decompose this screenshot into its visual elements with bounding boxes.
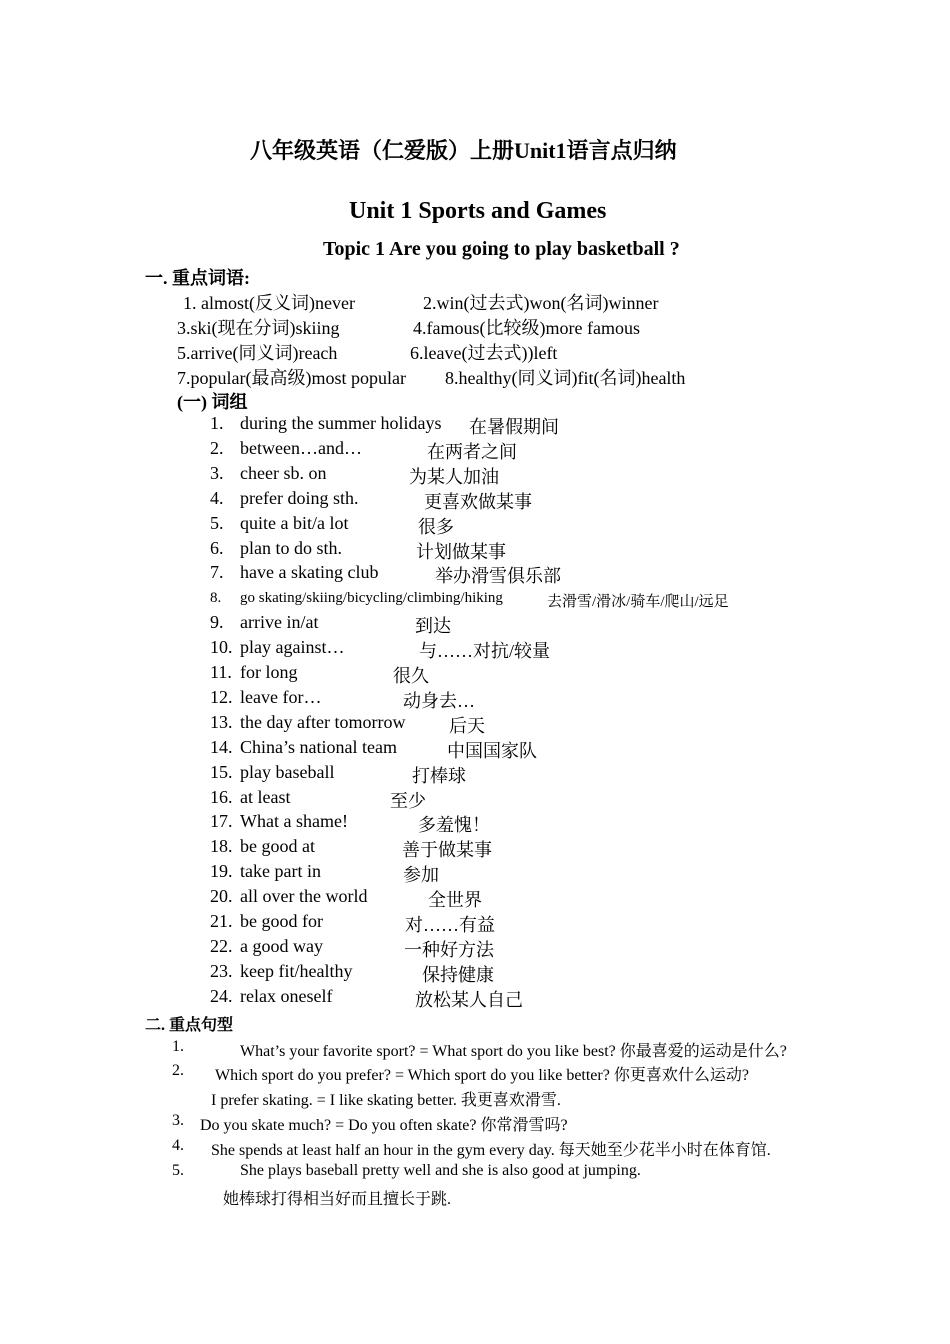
phrase-english: What a shame! <box>240 811 348 832</box>
vocab-item: 5.arrive(同义词)reach <box>177 343 338 363</box>
phrase-number: 9. <box>210 612 224 633</box>
phrase-english: play baseball <box>240 761 335 782</box>
phrase-chinese: 计划做某事 <box>416 541 506 562</box>
section2-heading: 二. 重点句型 <box>145 1017 234 1034</box>
phrase-chinese: 全世界 <box>428 890 482 911</box>
vocab-item: 4.famous(比较级)more famous <box>413 318 640 338</box>
phrase-number: 3. <box>210 462 224 483</box>
phrase-chinese: 至少 <box>390 790 426 811</box>
section1-heading: 一. 重点词语: <box>145 268 250 288</box>
phrase-number: 14. <box>210 736 233 757</box>
phrase-english: during the summer holidays <box>240 413 442 433</box>
phrase-english: between…and… <box>240 437 362 458</box>
phrase-number: 6. <box>210 537 224 558</box>
phrase-chinese: 对……有益 <box>405 915 495 935</box>
sentence-number: 4. <box>172 1137 184 1154</box>
phrase-english: quite a bit/a lot <box>240 512 349 533</box>
phrases-subheading: (一) 词组 <box>177 392 248 412</box>
sentence-number: 5. <box>172 1162 184 1179</box>
phrase-chinese: 很久 <box>393 666 429 686</box>
sentence-text: Do you skate much? = Do you often skate? 你常滑雪吗? <box>200 1117 568 1134</box>
phrase-number: 5. <box>210 512 224 533</box>
vocab-item: 8.healthy(同义词)fit(名词)health <box>445 368 686 388</box>
vocab-item: 7.popular(最高级)most popular <box>177 368 406 388</box>
phrase-chinese: 举办滑雪俱乐部 <box>435 566 561 587</box>
phrase-chinese: 打棒球 <box>412 765 466 786</box>
phrase-number: 7. <box>210 562 224 583</box>
phrase-number: 22. <box>210 935 233 956</box>
phrase-chinese: 善于做某事 <box>402 840 492 861</box>
phrase-english: the day after tomorrow <box>240 711 406 732</box>
phrase-english: take part in <box>240 861 321 882</box>
phrase-english: cheer sb. on <box>240 462 327 483</box>
phrase-chinese: 中国国家队 <box>447 740 537 761</box>
sentence-number: 2. <box>172 1062 184 1079</box>
phrase-chinese: 动身去… <box>403 690 475 711</box>
phrase-chinese: 多羞愧！ <box>418 815 490 836</box>
phrase-english: relax oneself <box>240 985 333 1006</box>
document-title: 八年级英语（仁爱版）上册Unit1语言点归纳 <box>250 138 677 163</box>
phrase-english: play against… <box>240 637 345 658</box>
sentence-text: I prefer skating. = I like skating better. 我更喜欢滑雪. <box>211 1092 561 1109</box>
phrase-chinese: 后天 <box>449 715 485 736</box>
phrase-chinese: 在暑假期间 <box>469 417 559 437</box>
phrase-number: 20. <box>210 886 233 907</box>
phrase-number: 17. <box>210 811 233 832</box>
phrase-number: 13. <box>210 711 233 732</box>
phrase-chinese: 一种好方法 <box>404 939 494 960</box>
phrase-number: 8. <box>210 590 222 607</box>
phrase-number: 23. <box>210 960 233 981</box>
phrase-chinese: 去滑雪/滑冰/骑车/爬山/远足 <box>547 594 729 611</box>
unit-heading: Unit 1 Sports and Games <box>349 198 607 224</box>
phrase-number: 15. <box>210 761 233 782</box>
phrase-number: 19. <box>210 861 233 882</box>
vocab-item: 1. almost(反义词)never <box>183 293 355 313</box>
phrase-english: go skating/skiing/bicycling/climbing/hiking <box>240 590 503 607</box>
vocab-item: 3.ski(现在分词)skiing <box>177 318 340 338</box>
phrase-chinese: 更喜欢做某事 <box>424 491 532 512</box>
sentence-text: She spends at least half an hour in the gym every day. 每天她至少花半小时在体育馆. <box>211 1142 771 1159</box>
sentence-text: Which sport do you prefer? = Which sport do you like better? 你更喜欢什么运动? <box>215 1067 749 1084</box>
phrase-number: 21. <box>210 911 233 931</box>
phrase-english: keep fit/healthy <box>240 960 353 981</box>
sentence-number: 3. <box>172 1112 184 1129</box>
phrase-english: be good for <box>240 911 323 931</box>
phrase-english: plan to do sth. <box>240 537 342 558</box>
vocab-item: 2.win(过去式)won(名词)winner <box>423 293 659 313</box>
sentence-text: What’s your favorite sport? = What sport do you like best? 你最喜爱的运动是什么? <box>240 1043 787 1060</box>
phrase-chinese: 放松某人自己 <box>415 989 523 1010</box>
phrase-english: leave for… <box>240 686 322 707</box>
phrase-number: 24. <box>210 985 233 1006</box>
phrase-number: 2. <box>210 437 224 458</box>
phrase-chinese: 为某人加油 <box>409 466 499 487</box>
phrase-english: a good way <box>240 935 323 956</box>
phrase-number: 11. <box>210 662 232 682</box>
phrase-chinese: 保持健康 <box>422 964 494 985</box>
phrase-english: have a skating club <box>240 562 379 583</box>
phrase-english: be good at <box>240 836 315 857</box>
phrase-chinese: 在两者之间 <box>427 441 517 462</box>
phrase-number: 10. <box>210 637 233 658</box>
phrase-number: 16. <box>210 786 233 807</box>
phrase-number: 18. <box>210 836 233 857</box>
phrase-english: all over the world <box>240 886 368 907</box>
vocab-item: 6.leave(过去式))left <box>410 343 558 363</box>
phrase-number: 12. <box>210 686 233 707</box>
phrase-number: 4. <box>210 487 224 508</box>
phrase-english: at least <box>240 786 291 807</box>
phrase-english: China’s national team <box>240 736 397 757</box>
sentence-text: 她棒球打得相当好而且擅长于跳. <box>223 1191 452 1208</box>
phrase-chinese: 到达 <box>415 616 451 637</box>
phrase-chinese: 与……对抗/较量 <box>419 641 551 662</box>
sentence-text: She plays baseball pretty well and she is also good at jumping. <box>240 1162 641 1179</box>
topic-heading: Topic 1 Are you going to play basketball ? <box>323 238 680 260</box>
phrase-number: 1. <box>210 413 224 433</box>
sentence-number: 1. <box>172 1038 184 1055</box>
phrase-chinese: 参加 <box>403 865 439 886</box>
phrase-english: prefer doing sth. <box>240 487 359 508</box>
phrase-english: arrive in/at <box>240 612 319 633</box>
phrase-english: for long <box>240 662 298 682</box>
phrase-chinese: 很多 <box>418 516 454 537</box>
